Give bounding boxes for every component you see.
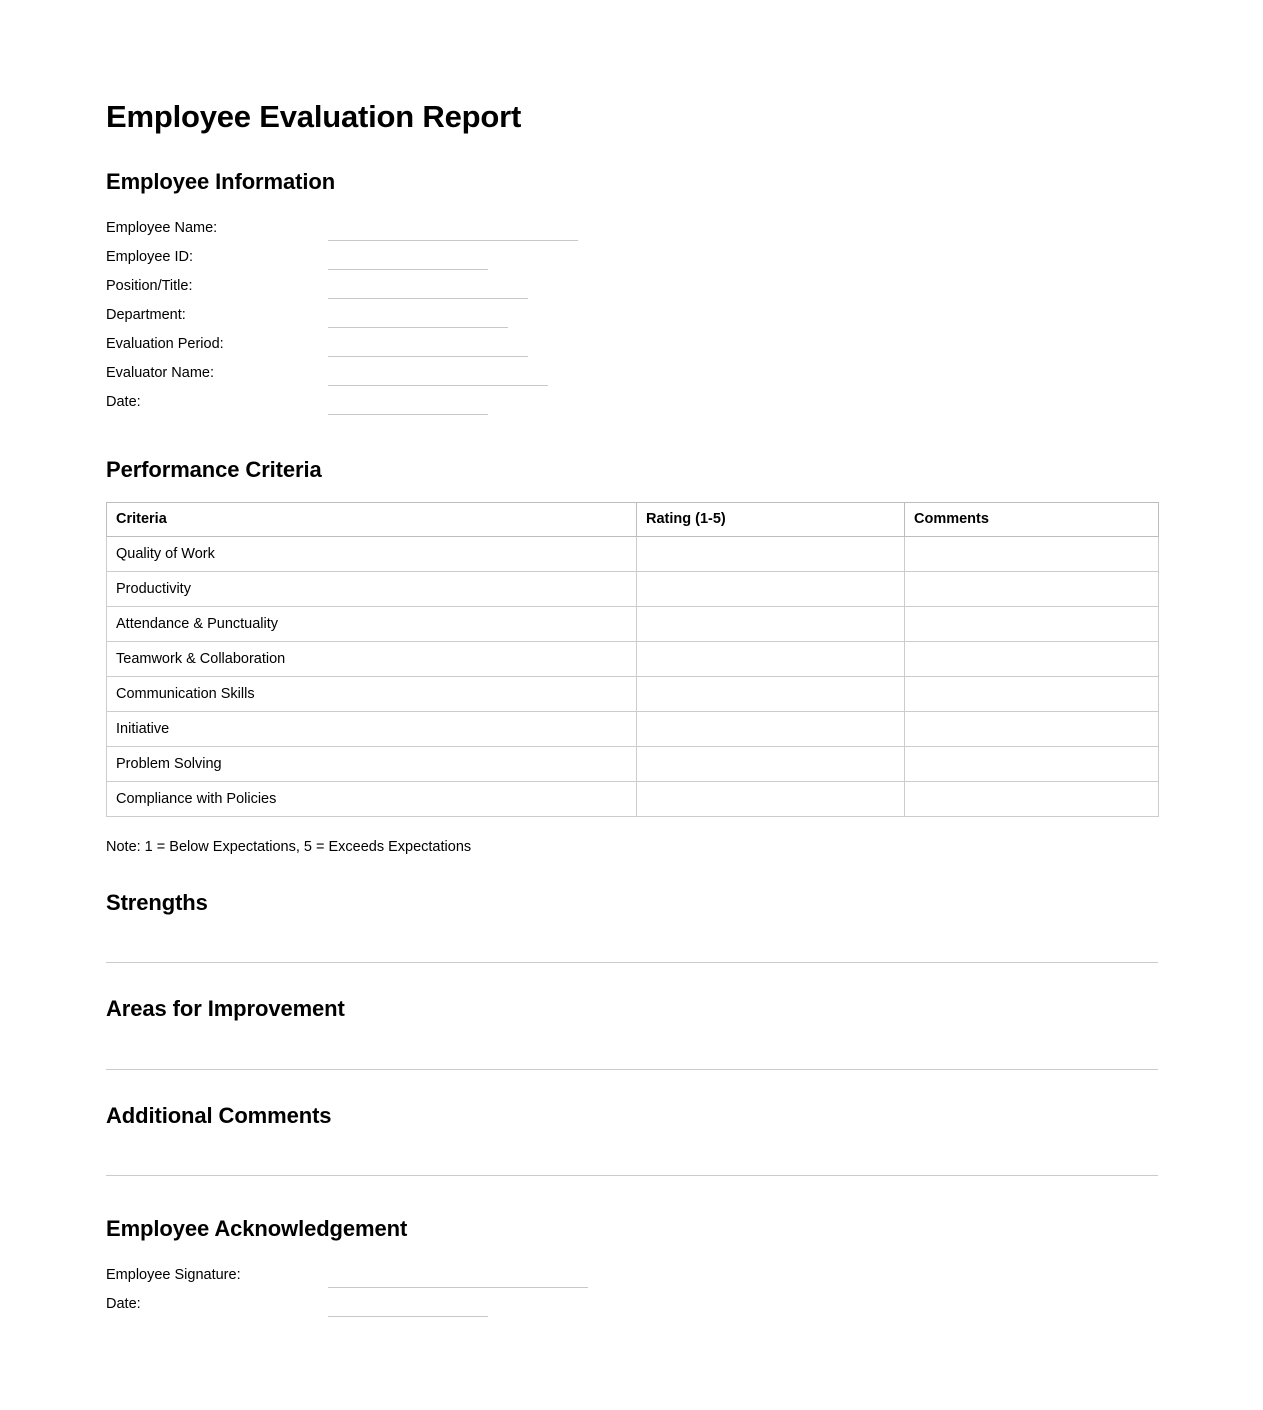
- cell-rating[interactable]: [637, 746, 905, 781]
- section-heading-areas-for-improvement: Areas for Improvement: [106, 996, 345, 1022]
- field-label-employee-signature: Employee Signature:: [106, 1267, 241, 1284]
- field-row-employee-signature: [106, 1259, 1157, 1288]
- additional-comments-divider: [106, 1175, 1158, 1176]
- section-heading-strengths: Strengths: [106, 889, 208, 915]
- field-label-position-title: Position/Title:: [106, 278, 193, 295]
- strengths-textarea[interactable]: [106, 916, 1157, 962]
- cell-comments[interactable]: [905, 606, 1159, 641]
- field-row-evaluator-name: [106, 357, 1157, 386]
- cell-rating[interactable]: [637, 641, 905, 676]
- employee-information-fields: [106, 212, 1157, 415]
- field-input-evaluation-period[interactable]: [328, 338, 528, 357]
- cell-criteria: Compliance with Policies: [107, 781, 637, 816]
- cell-comments[interactable]: [905, 746, 1159, 781]
- section-heading-employee-information: Employee Information: [106, 169, 336, 195]
- cell-comments[interactable]: [905, 641, 1159, 676]
- table-row: [107, 571, 1159, 606]
- field-input-employee-signature[interactable]: [328, 1269, 588, 1288]
- cell-comments[interactable]: [905, 571, 1159, 606]
- cell-comments[interactable]: [905, 536, 1159, 571]
- field-row-department: [106, 299, 1157, 328]
- column-header-comments: Comments: [905, 502, 1159, 536]
- field-input-employee-id[interactable]: [328, 251, 488, 270]
- table-row: [107, 676, 1159, 711]
- field-label-acknowledgement-date: Date:: [106, 1296, 141, 1313]
- section-heading-additional-comments: Additional Comments: [106, 1102, 332, 1128]
- areas-for-improvement-textarea[interactable]: [106, 1023, 1157, 1069]
- field-input-evaluator-name[interactable]: [328, 367, 548, 386]
- cell-rating[interactable]: [637, 571, 905, 606]
- field-row-employee-name: [106, 212, 1157, 241]
- field-row-position-title: [106, 270, 1157, 299]
- field-label-evaluator-name: Evaluator Name:: [106, 365, 214, 382]
- field-label-employee-id: Employee ID:: [106, 249, 194, 266]
- cell-rating[interactable]: [637, 781, 905, 816]
- cell-rating[interactable]: [637, 711, 905, 746]
- cell-rating[interactable]: [637, 676, 905, 711]
- field-row-evaluation-period: [106, 328, 1157, 357]
- section-additional-comments: [106, 1103, 1157, 1176]
- table-row: [107, 711, 1159, 746]
- field-input-department[interactable]: [328, 309, 508, 328]
- column-header-rating: Rating (1-5): [637, 502, 905, 536]
- section-strengths: [106, 890, 1157, 963]
- rating-scale-note: Note: 1 = Below Expectations, 5 = Exceeds Expectations: [106, 838, 472, 855]
- field-row-acknowledgement-date: [106, 1288, 1157, 1317]
- field-row-employee-id: [106, 241, 1157, 270]
- section-employee-acknowledgement: [106, 1216, 1157, 1317]
- table-header-row: [107, 502, 1159, 536]
- field-row-date: [106, 386, 1157, 415]
- cell-comments[interactable]: [905, 711, 1159, 746]
- cell-criteria: Initiative: [107, 711, 637, 746]
- cell-criteria: Attendance & Punctuality: [107, 606, 637, 641]
- field-label-employee-name: Employee Name:: [106, 220, 218, 237]
- cell-criteria: Teamwork & Collaboration: [107, 641, 637, 676]
- field-input-acknowledgement-date[interactable]: [328, 1298, 488, 1317]
- field-input-employee-name[interactable]: [328, 222, 578, 241]
- cell-criteria: Communication Skills: [107, 676, 637, 711]
- strengths-divider: [106, 962, 1158, 963]
- table-row: [107, 606, 1159, 641]
- table-row: [107, 746, 1159, 781]
- field-label-evaluation-period: Evaluation Period:: [106, 336, 224, 353]
- cell-rating[interactable]: [637, 536, 905, 571]
- cell-comments[interactable]: [905, 781, 1159, 816]
- table-row: [107, 641, 1159, 676]
- table-row: [107, 536, 1159, 571]
- cell-rating[interactable]: [637, 606, 905, 641]
- cell-comments[interactable]: [905, 676, 1159, 711]
- field-label-date: Date:: [106, 394, 141, 411]
- cell-criteria: Productivity: [107, 571, 637, 606]
- field-label-department: Department:: [106, 307, 186, 324]
- section-areas-for-improvement: [106, 996, 1157, 1069]
- cell-criteria: Quality of Work: [107, 536, 637, 571]
- section-heading-employee-acknowledgement: Employee Acknowledgement: [106, 1216, 408, 1242]
- table-row: [107, 781, 1159, 816]
- performance-criteria-table: [106, 502, 1159, 817]
- additional-comments-textarea[interactable]: [106, 1129, 1157, 1175]
- section-heading-performance-criteria: Performance Criteria: [106, 457, 322, 483]
- cell-criteria: Problem Solving: [107, 746, 637, 781]
- areas-for-improvement-divider: [106, 1069, 1158, 1070]
- column-header-criteria: Criteria: [107, 502, 637, 536]
- page-title: Employee Evaluation Report: [106, 99, 522, 134]
- acknowledgement-fields: [106, 1259, 1157, 1317]
- field-input-position-title[interactable]: [328, 280, 528, 299]
- field-input-date[interactable]: [328, 396, 488, 415]
